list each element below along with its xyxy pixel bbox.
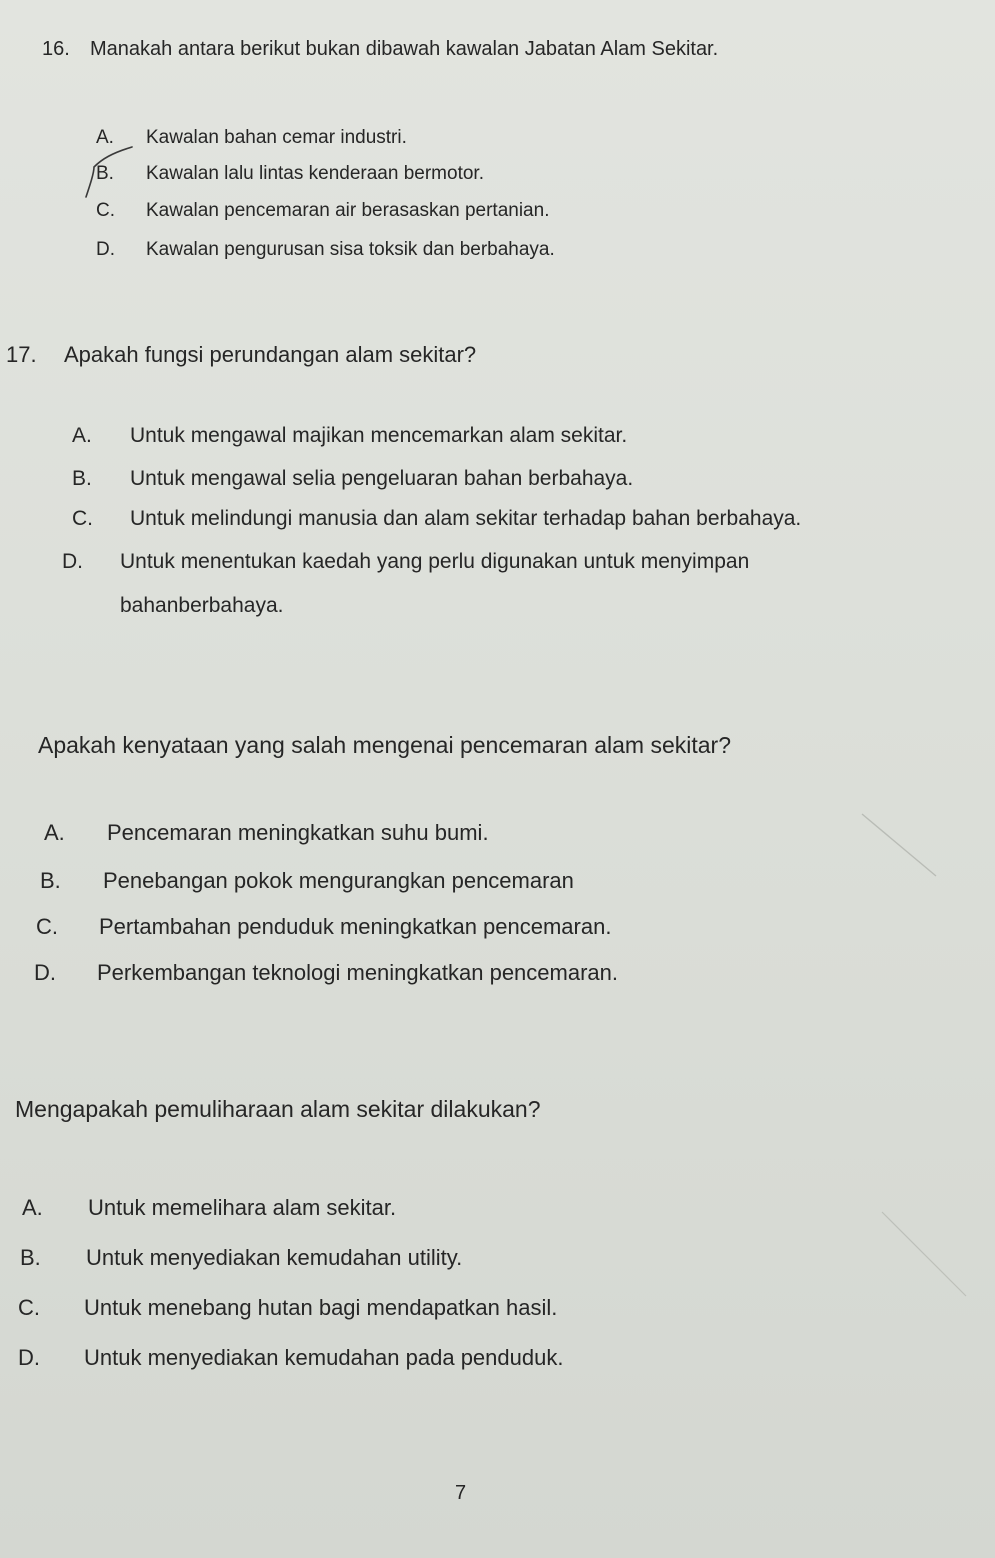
option-text: Pertambahan penduduk meningkatkan pencemaran. [99,914,612,939]
question-16 [42,38,718,61]
option-a[interactable] [44,820,489,846]
option-text: Untuk menyediakan kemudahan pada penduduk. [84,1345,564,1370]
pencil-mark [860,810,940,880]
option-letter: C. [72,507,93,530]
option-letter: B. [40,868,61,893]
option-a[interactable] [72,424,627,448]
option-letter: B. [20,1245,41,1270]
option-text: Untuk menentukan kaedah yang perlu digunakan untuk menyimpan [120,550,750,573]
option-text: Untuk memelihara alam sekitar. [88,1195,397,1220]
option-letter: C. [18,1295,40,1320]
option-text: Untuk mengawal majikan mencemarkan alam sekitar. [130,424,628,447]
option-letter: D. [96,239,115,260]
option-a[interactable] [22,1195,396,1221]
page-number: 7 [455,1482,467,1504]
option-a[interactable] [96,127,407,149]
option-text: Untuk melindungi manusia dan alam sekitar terhadap bahan berbahaya. [130,507,802,530]
option-text: Perkembangan teknologi meningkatkan pencemaran. [97,960,618,985]
option-text: Kawalan bahan cemar industri. [146,127,407,148]
option-c[interactable] [36,914,611,940]
option-letter: A. [72,424,92,447]
option-letter: D. [18,1345,40,1370]
question-text: Manakah antara berikut bukan dibawah kawalan Jabatan Alam Sekitar. [90,38,719,60]
option-b[interactable] [96,163,484,185]
question-18 [38,732,731,759]
option-letter: D. [62,550,83,573]
option-letter: A. [22,1195,43,1220]
option-letter: C. [36,914,58,939]
option-d[interactable] [62,550,749,574]
option-text: Kawalan pencemaran air berasaskan pertanian. [146,200,550,221]
option-letter: B. [72,467,92,490]
question-text: Mengapakah pemuliharaan alam sekitar dilakukan? [15,1096,541,1122]
option-letter: A. [96,127,114,148]
option-b[interactable] [20,1245,462,1271]
option-letter: D. [34,960,56,985]
option-c[interactable] [18,1295,557,1321]
option-b[interactable] [72,467,633,491]
handwritten-check-icon [72,145,136,203]
option-b[interactable] [40,868,574,894]
option-d[interactable] [34,960,618,986]
option-text: Untuk menyediakan kemudahan utility. [86,1245,463,1270]
option-text: Kawalan pengurusan sisa toksik dan berbahaya. [146,239,555,260]
pencil-mark [880,1210,970,1300]
option-letter: B. [96,163,114,184]
option-text: Pencemaran meningkatkan suhu bumi. [107,820,489,845]
question-text: Apakah kenyataan yang salah mengenai pencemaran alam sekitar? [38,732,731,758]
option-text: Penebangan pokok mengurangkan pencemaran [103,868,574,893]
option-c[interactable] [72,507,801,531]
option-d[interactable] [96,239,555,261]
option-d[interactable] [18,1345,563,1371]
option-text: Untuk mengawal selia pengeluaran bahan berbahaya. [130,467,634,490]
question-number: 16. [42,38,70,60]
option-letter: C. [96,200,115,221]
question-number: 17. [6,342,37,367]
question-17 [6,342,476,368]
option-text: Untuk menebang hutan bagi mendapatkan hasil. [84,1295,558,1320]
option-text: Kawalan lalu lintas kenderaan bermotor. [146,163,484,184]
option-d-continuation: bahanberbahaya. [120,594,284,617]
option-letter: A. [44,820,65,845]
question-text: Apakah fungsi perundangan alam sekitar? [64,342,477,367]
question-19 [15,1096,541,1123]
option-c[interactable] [96,200,549,222]
